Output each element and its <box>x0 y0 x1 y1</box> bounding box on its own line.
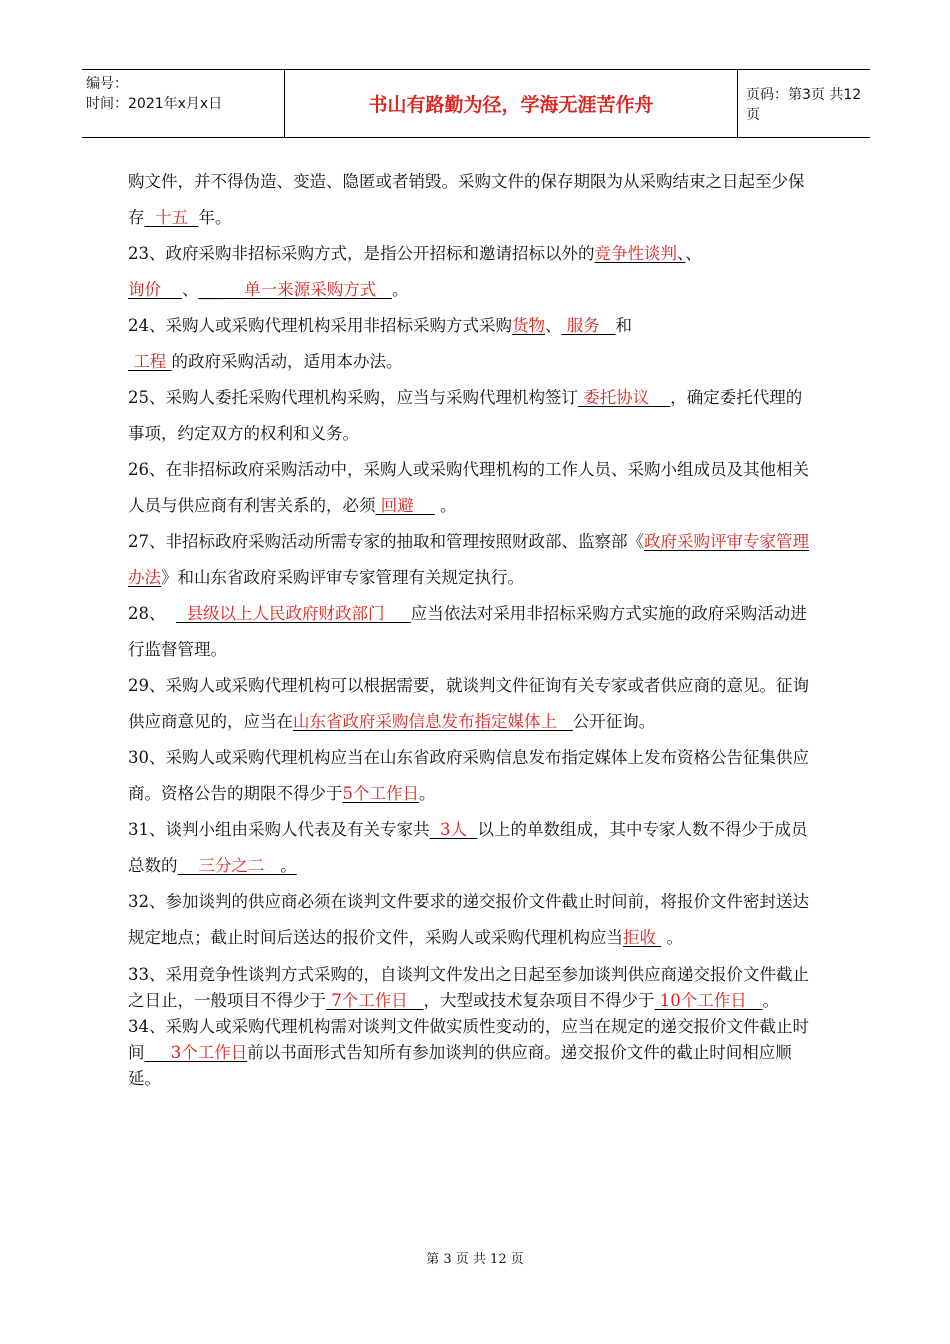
text: 。 <box>762 991 779 1010</box>
document-number-label: 编号： <box>86 76 128 92</box>
text: 28、 <box>128 604 176 623</box>
text: 。 <box>434 496 457 515</box>
header-meta <box>86 74 284 114</box>
blank <box>161 280 182 299</box>
question-30 <box>128 740 818 812</box>
question-31 <box>128 812 818 884</box>
text: 33、采用竞争性谈判方式采购的，自谈判文件发出之日起至参加谈判供应商递交报价文件截止之日止，一般项目不得少于 <box>128 965 809 1010</box>
text: 26、在非招标政府采购活动中，采购人或采购代理机构的工作人员、采购小组成员及其他相关人员与供应商有利害关系的，必须 <box>128 460 809 515</box>
answer: 货物 <box>512 316 545 335</box>
text: 》和山东省政府采购评审专家管理有关规定执行。 <box>161 568 524 587</box>
question-33 <box>128 962 818 1014</box>
question-29 <box>128 668 818 740</box>
question-26 <box>128 452 818 524</box>
text: 29、采购人或采购代理机构可以根据需要，就谈判文件征询有关专家或者供应商的意见。征询供应商意见的，应当在 <box>128 676 809 731</box>
text: 34、采购人或采购代理机构需对谈判文件做实质性变动的，应当在规定的递交报价文件截止时间 <box>128 1017 809 1062</box>
text: 应当依法对采用非招标采购方式实施的政府采购活动进行监督管理。 <box>128 604 807 659</box>
answer: 3人 <box>429 820 478 839</box>
question-24 <box>128 308 818 380</box>
document-time-label: 时间：2021年x月x日 <box>86 96 223 112</box>
blank <box>413 991 424 1010</box>
answer: 7个工作日 <box>326 991 413 1010</box>
answer: 单一来源采购方式 <box>223 280 377 299</box>
text: ，大型或技术复杂项目不得少于 <box>423 991 655 1010</box>
text: 27、非招标政府采购活动所需专家的抽取和管理按照财政部、监察部《 <box>128 532 644 551</box>
paragraph-continuation <box>128 164 818 236</box>
question-23 <box>128 236 818 308</box>
answer: 询价 <box>128 280 161 299</box>
text: 。 <box>419 784 436 803</box>
blank <box>605 316 616 335</box>
blank <box>557 712 573 731</box>
answer: 三分之二 <box>177 856 281 875</box>
answer: 竞争性谈判 <box>594 244 677 263</box>
question-32 <box>128 884 818 956</box>
header-motto: 书山有路勤为径，学海无涯苦作舟 <box>284 70 738 137</box>
text: 年。 <box>198 208 232 227</box>
answer: 3个工作日 <box>160 1043 248 1062</box>
text: 以上的单数组成，其中专家人数不得少于成员总数的 <box>128 820 808 875</box>
answer: 工程 <box>128 352 172 371</box>
text: 23、政府采购非招标采购方式，是指公开招标和邀请招标以外的 <box>128 244 595 263</box>
answer: 政府采购评审专家管理办法 <box>128 532 809 587</box>
text: 32、参加谈判的供应商必须在谈判文件要求的递交报价文件截止时间前，将报价文件密封送达规定地点；截止时间后送达的报价文件，采购人或采购代理机构应当 <box>128 892 809 947</box>
text: 和 <box>615 316 632 335</box>
text: 的政府采购活动，适用本办法。 <box>171 352 403 371</box>
blank <box>655 388 671 407</box>
text: 、 <box>685 244 702 263</box>
page-footer: 第 3 页 共 12 页 <box>426 1252 524 1267</box>
question-25 <box>128 380 818 452</box>
page-header <box>82 69 870 138</box>
document-body <box>128 164 818 1092</box>
question-28 <box>128 596 818 668</box>
answer: 10个工作日 <box>654 991 752 1010</box>
answer: 服务 <box>561 316 605 335</box>
blank <box>376 280 392 299</box>
text: 31、谈判小组由采购人代表及有关专家共 <box>128 820 430 839</box>
question-34 <box>128 1014 818 1092</box>
text: 购文件，并不得伪造、变造、隐匿或者销毁。采购文件的保存期限为从采购结束之日起至少保存 <box>128 172 805 227</box>
answer: 十五 <box>144 208 199 227</box>
header-page-number: 页码：第3页 共12页 <box>746 86 862 123</box>
blank: 、 <box>677 244 686 263</box>
answer: 山东省政府采购信息发布指定媒体上 <box>293 712 557 731</box>
question-27 <box>128 524 818 596</box>
text: 前以书面形式告知所有参加谈判的供应商。递交报价文件的截止时间相应顺延。 <box>128 1043 792 1088</box>
text: 公开征询。 <box>572 712 656 731</box>
blank <box>145 1043 161 1062</box>
blank <box>752 991 763 1010</box>
answer: 5个工作日 <box>342 784 419 803</box>
text: 25、采购人委托采购代理机构采购，应当与采购代理机构签订 <box>128 388 578 407</box>
text: 。 <box>280 856 297 875</box>
answer: 县级以上人民政府财政部门 <box>176 604 385 623</box>
answer: 回避 <box>375 496 419 515</box>
text: 。 <box>391 280 409 299</box>
answer: 委托协议 <box>578 388 655 407</box>
text: 、 <box>545 316 562 335</box>
blank: ___ <box>198 280 224 299</box>
blank <box>419 496 435 515</box>
text: 30、采购人或采购代理机构应当在山东省政府采购信息发布指定媒体上发布资格公告征集供应商。资格公告的期限不得少于 <box>128 748 809 803</box>
text: 。 <box>661 928 683 947</box>
text: ，确定委托代理的事项，约定双方的权利和义务。 <box>128 388 803 443</box>
text: 24、采购人或采购代理机构采用非招标采购方式采购 <box>128 316 512 335</box>
text: 、 <box>181 280 199 299</box>
answer: 拒收 <box>623 928 656 947</box>
blank <box>385 604 411 623</box>
